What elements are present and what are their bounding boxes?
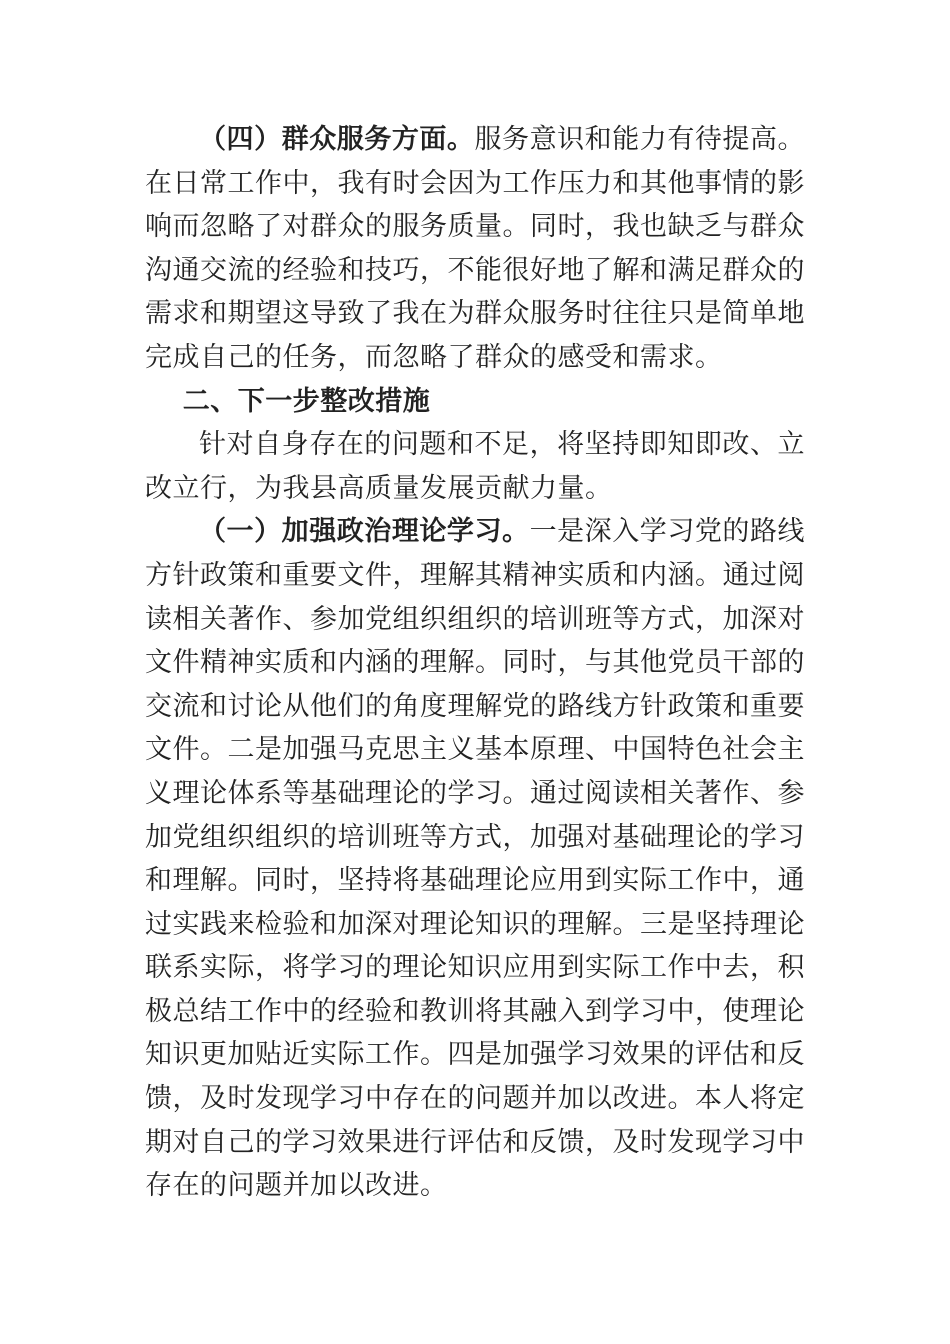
paragraph-mass-service xyxy=(145,118,805,380)
paragraph-lead: （四）群众服务方面。 xyxy=(199,124,475,155)
paragraph-lead: （一）加强政治理论学习。 xyxy=(199,516,530,548)
paragraph-political-study xyxy=(145,510,805,1208)
section-heading: 二、下一步整改措施 xyxy=(182,385,431,417)
paragraph-intro xyxy=(145,423,805,510)
paragraph-text: 服务意识和能力有待提高。在日常工作中，我有时会因为工作压力和其他事情的影响而忽略了对群众的服务质量。同时，我也缺乏与群众沟通交流的经验和技巧，不能很好地了解和满足群众的需求和期望这导致了我在为群众服务时往往只是简单地完成自己的任务，而忽略了群众的感受和需求。 xyxy=(145,124,806,373)
paragraph-text: 针对自身存在的问题和不足，将坚持即知即改、立改立行，为我县高质量发展贡献力量。 xyxy=(145,429,805,504)
paragraph-text: 一是深入学习党的路线方针政策和重要文件，理解其精神实质和内涵。通过阅读相关著作、参加党组织组织的培训班等方式，加深对文件精神实质和内涵的理解。同时，与其他党员干部的交流和讨论从他们的角度理解党的路线方针政策和重要文件。二是加强马克思主义基本原理、中国特色社会主义理论体系等基础理论的学习。通过阅读相关著作、参加党组织组织的培训班等方式，加强对基础理论的学习和理解。同时，坚持将基础理论应用到实际工作中，通过实践来检验和加深对理论知识的理解。三是坚持理论联系实际，将学习的理论知识应用到实际工作中去，积极总结工作中的经验和教训将其融入到学习中，使理论知识更加贴近实际工作。四是加强学习效果的评估和反馈，及时发现学习中存在的问题并加以改进。本人将定期对自己的学习效果进行评估和反馈，及时发现学习中存在的问题并加以改进。 xyxy=(145,516,806,1202)
document-body xyxy=(145,118,805,1208)
